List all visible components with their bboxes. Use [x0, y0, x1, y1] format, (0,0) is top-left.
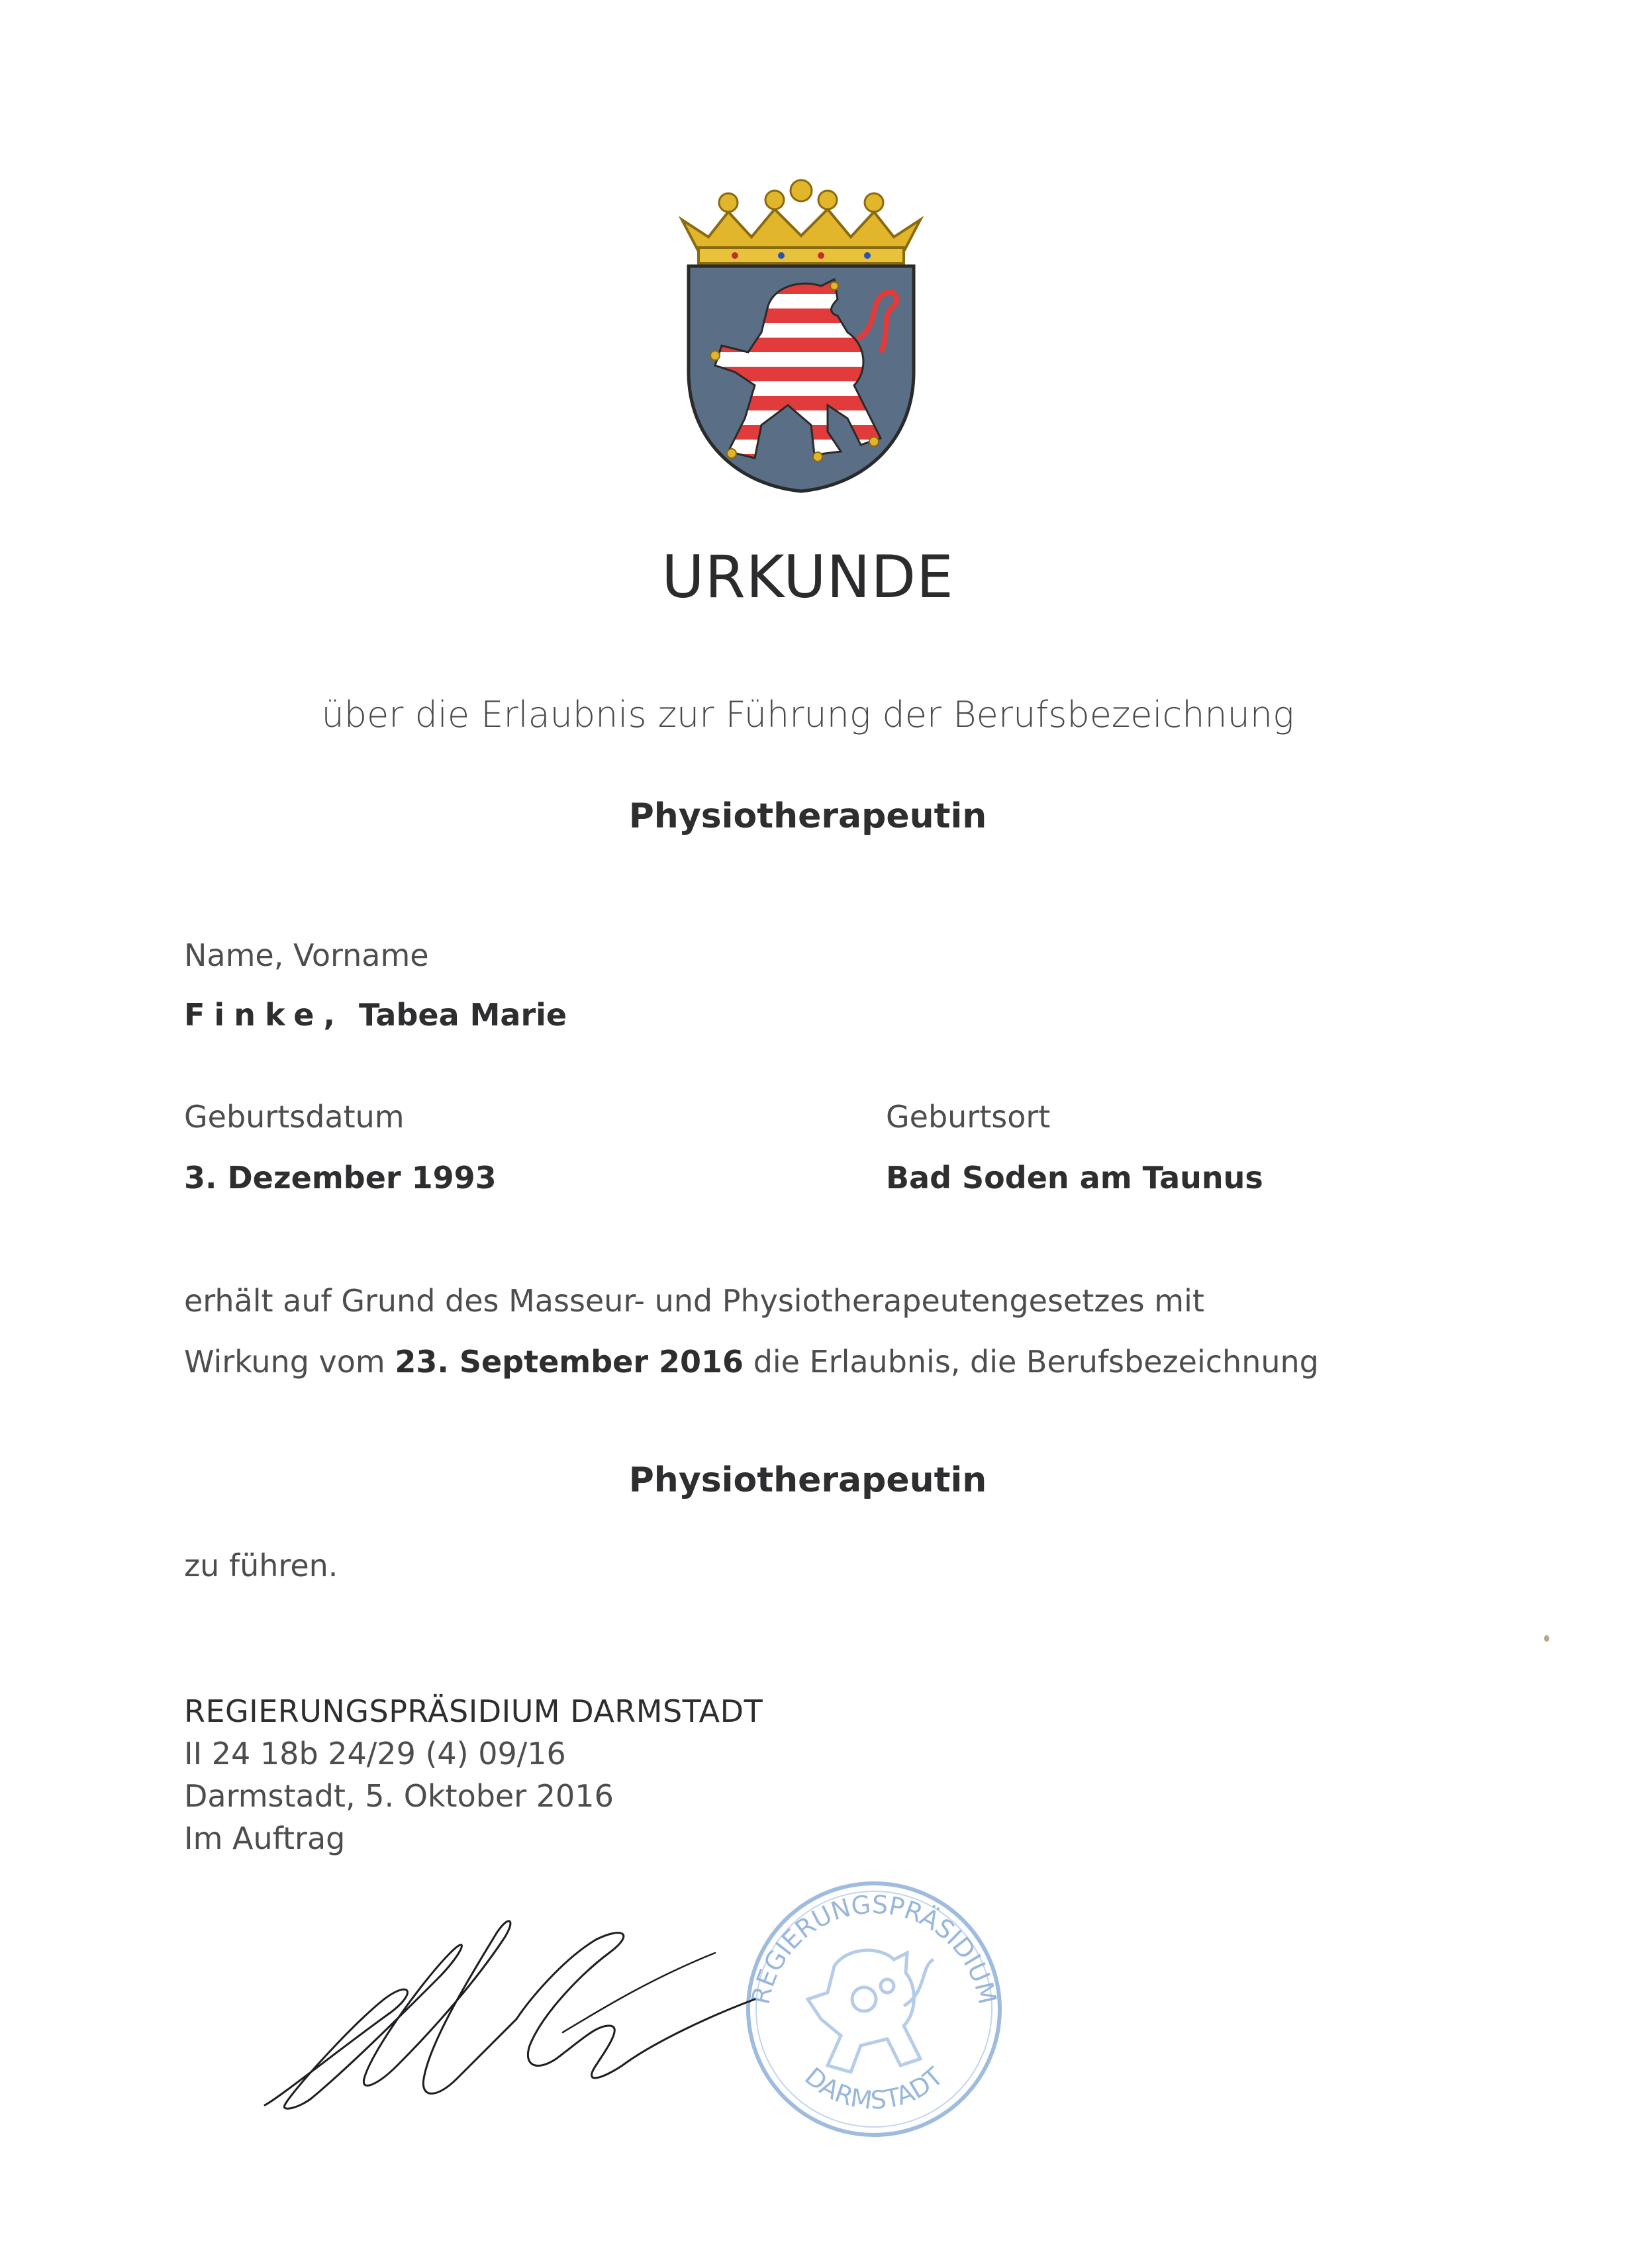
birthplace-value: Bad Soden am Taunus: [886, 1160, 1263, 1196]
effective-date: 23. September 2016: [395, 1344, 744, 1380]
hesse-coat-of-arms: [669, 173, 934, 504]
on-behalf: Im Auftrag: [184, 1820, 346, 1856]
paper-speck: [1544, 1635, 1549, 1642]
birthdate-value: 3. Dezember 1993: [184, 1160, 497, 1196]
seal-bottom-text: DARMSTADT: [799, 2061, 949, 2115]
crown-icon: [682, 180, 920, 263]
first-names: Tabea Marie: [358, 997, 567, 1033]
body-text-line-1: erhält auf Grund des Masseur- und Physiotherapeutengesetzes mit: [184, 1283, 1204, 1319]
official-seal: [728, 1867, 1020, 2145]
name-label: Name, Vorname: [184, 937, 429, 973]
document-subtitle: über die Erlaubnis zur Führung der Berufsbezeichnung: [321, 694, 1294, 735]
name-value: [184, 997, 567, 1033]
profession-title: Physiotherapeutin: [628, 796, 987, 836]
place-date: Darmstadt, 5. Oktober 2016: [184, 1778, 614, 1814]
file-number: II 24 18b 24/29 (4) 09/16: [184, 1736, 566, 1772]
document-title: URKUNDE: [661, 543, 954, 611]
body-line-2-prefix: Wirkung vom: [184, 1344, 385, 1380]
issuing-authority: REGIERUNGSPRÄSIDIUM DARMSTADT: [184, 1693, 763, 1729]
body-line-2-suffix: die Erlaubnis, die Berufsbezeichnung: [753, 1344, 1319, 1380]
birthplace-label: Geburtsort: [886, 1099, 1051, 1135]
profession-repeat: Physiotherapeutin: [628, 1460, 987, 1500]
signature: [252, 1880, 768, 2132]
body-text-line-2: [184, 1344, 1319, 1380]
seal-lion-icon: [808, 1950, 934, 2072]
birthdate-label: Geburtsdatum: [184, 1099, 405, 1135]
surname: Finke,: [184, 997, 344, 1033]
closing-text: zu führen.: [184, 1548, 338, 1583]
seal-top-text: REGIERUNGSPRÄSIDIUM: [746, 1889, 1002, 2007]
